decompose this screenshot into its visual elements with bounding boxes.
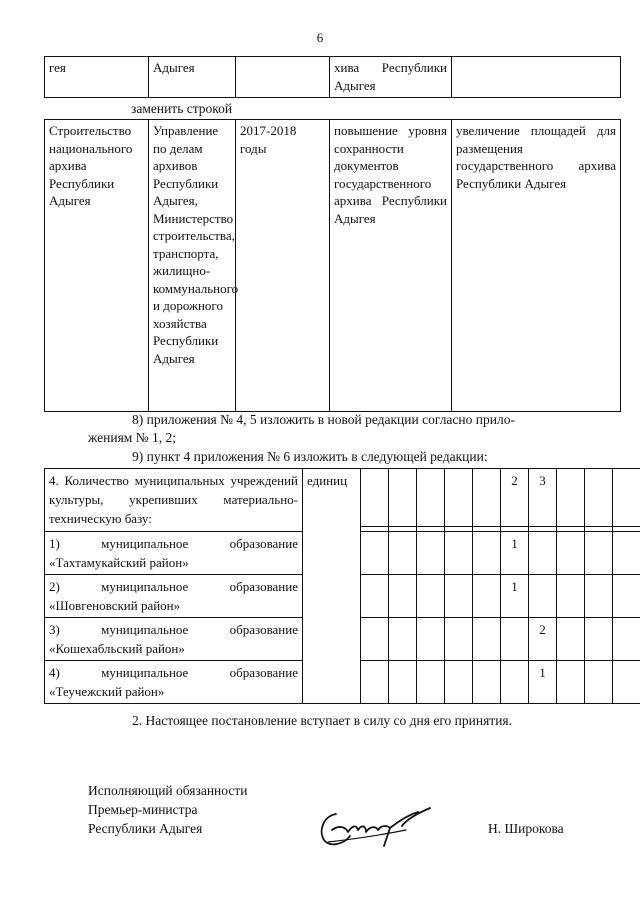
signatory-name: Н. Широкова <box>488 821 564 836</box>
table-cell: 1 <box>501 575 529 618</box>
table-cell: повышение уровня сохранности документов государственного архива Республики Адыгея <box>330 120 452 412</box>
table-cell: гея <box>45 57 149 98</box>
table-cell <box>417 661 445 704</box>
table-cell: увеличение площадей для размещения государственного архива Республики Адыгея <box>452 120 621 412</box>
table-cell <box>613 661 640 704</box>
table-cell <box>417 575 445 618</box>
table-cell <box>389 469 417 527</box>
table-cell-label: 4) муниципальное образование «Теучежский район» <box>45 661 303 704</box>
table-row <box>45 57 621 98</box>
table-cell-label: 1) муниципальное образование «Тахтамукайский район» <box>45 532 303 575</box>
signature-title-2: Премьер-министра <box>88 802 198 817</box>
table-cell <box>445 469 473 527</box>
table-cell-unit: единиц <box>303 469 361 704</box>
table-cell <box>529 532 557 575</box>
table-cell-label: 3) муниципальное образование «Кошехабльский район» <box>45 618 303 661</box>
table-cell <box>417 532 445 575</box>
table-cell <box>473 469 501 527</box>
table-replacement <box>44 119 621 412</box>
page-number: 6 <box>316 30 324 45</box>
table-cell <box>361 532 389 575</box>
table-cell <box>445 661 473 704</box>
table-cell <box>445 575 473 618</box>
table-continuation <box>44 56 621 98</box>
table-cell <box>361 575 389 618</box>
table-cell <box>501 618 529 661</box>
table-cell <box>613 469 640 527</box>
table-cell: 1 <box>529 661 557 704</box>
paragraph-8-line-2: жениям № 1, 2; <box>88 430 176 445</box>
table-cell: 1 <box>501 532 529 575</box>
table-indicator <box>44 468 640 704</box>
table-cell <box>585 661 613 704</box>
paragraph-8-line-1: 8) приложения № 4, 5 изложить в новой редакции согласно прило- <box>132 412 515 427</box>
table-cell <box>529 575 557 618</box>
table-cell <box>361 469 389 527</box>
table-cell <box>557 469 585 527</box>
table-cell <box>557 575 585 618</box>
signature-title-1: Исполняющий обязанности <box>88 783 248 798</box>
table-cell <box>613 532 640 575</box>
table-cell <box>501 661 529 704</box>
paragraph-9: 9) пункт 4 приложения № 6 изложить в следующей редакции: <box>132 449 488 464</box>
table-cell: 3 <box>529 469 557 527</box>
table-cell <box>361 618 389 661</box>
table-cell <box>557 661 585 704</box>
table-cell <box>473 532 501 575</box>
table-cell: Адыгея <box>149 57 236 98</box>
table-cell <box>417 469 445 527</box>
table-cell <box>473 661 501 704</box>
table-cell <box>557 532 585 575</box>
table-cell <box>389 575 417 618</box>
handwritten-signature <box>306 800 436 856</box>
table-cell <box>473 575 501 618</box>
table-cell-label: 2) муниципальное образование «Шовгеновский район» <box>45 575 303 618</box>
table-cell <box>417 618 445 661</box>
table-cell: 2 <box>529 618 557 661</box>
table-row <box>45 469 640 527</box>
table-cell: Управление по делам архивов Республики Адыгея, Министерство строительства, транспорта, жилищно-коммунального и дорожного хозяйства Республики Адыгея <box>149 120 236 412</box>
table-cell <box>389 532 417 575</box>
table-cell <box>585 532 613 575</box>
table-row <box>45 120 621 412</box>
table-cell <box>473 618 501 661</box>
table-cell <box>585 575 613 618</box>
table-cell <box>613 618 640 661</box>
table-cell <box>613 575 640 618</box>
table-cell <box>585 618 613 661</box>
table-cell <box>389 661 417 704</box>
table-cell: Строительство национального архива Республики Адыгея <box>45 120 149 412</box>
table-cell <box>585 469 613 527</box>
table-cell <box>445 618 473 661</box>
table-cell-label: 4. Количество муниципальных учреждений культуры, укрепивших материально-техническую базу: <box>45 469 303 532</box>
paragraph-2: 2. Настоящее постановление вступает в силу со дня его принятия. <box>132 713 513 728</box>
table-cell <box>452 57 621 98</box>
table-cell: хива Республики Адыгея <box>330 57 452 98</box>
table-cell: 2017-2018 годы <box>236 120 330 412</box>
replace-note: заменить строкой <box>131 101 233 116</box>
table-cell <box>361 661 389 704</box>
table-cell <box>236 57 330 98</box>
table-cell <box>445 532 473 575</box>
signature-title-3: Республики Адыгея <box>88 821 203 836</box>
table-cell <box>389 618 417 661</box>
table-cell <box>557 618 585 661</box>
table-cell: 2 <box>501 469 529 527</box>
